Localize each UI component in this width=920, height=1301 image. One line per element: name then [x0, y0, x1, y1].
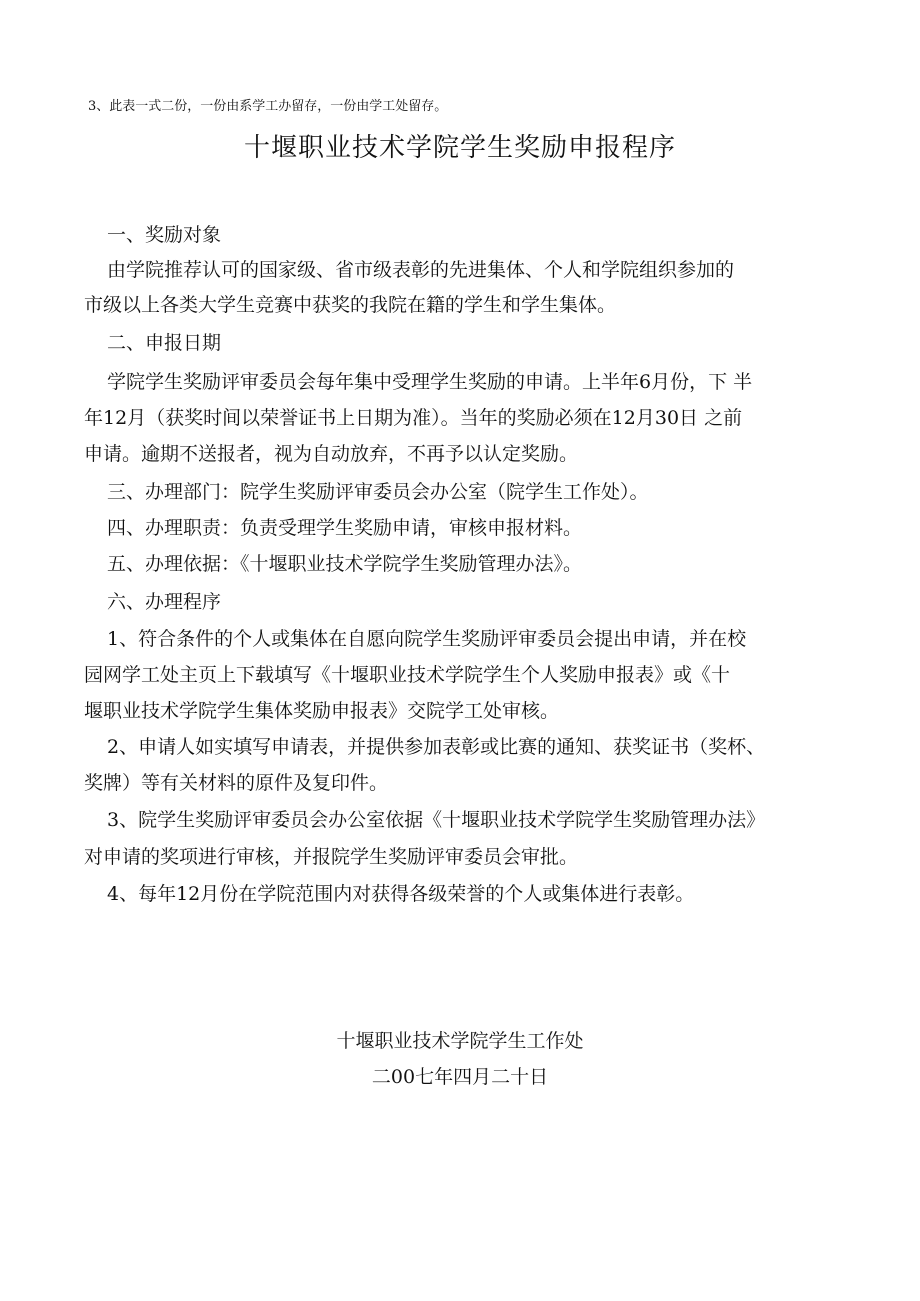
document-title: 十堰职业技术学院学生奖励申报程序: [243, 133, 676, 163]
procedure-step-4: 4、每年12月份在学院范围内对获得各级荣誉的个人或集体进行表彰。: [107, 883, 695, 905]
procedure-step-2: 2、申请人如实填写申请表，并提供参加表彰或比赛的通知、获奖证书（奖杯、: [107, 736, 766, 758]
paragraph-line: 由学院推荐认可的国家级、省市级表彰的先进集体、个人和学院组织参加的: [107, 259, 735, 281]
section-heading-award-target: 一、奖励对象: [107, 224, 222, 246]
paragraph-line: 园网学工处主页上下载填写《十堰职业技术学院学生个人奖励申报表》或《十: [84, 664, 731, 686]
form-copy-note: 3、此表一式二份，一份由系学工办留存，一份由学工处留存。: [88, 99, 448, 114]
paragraph-line: 市级以上各类大学生竞赛中获奖的我院在籍的学生和学生集体。: [84, 294, 617, 316]
paragraph-line: 申请。逾期不送报者，视为自动放弃，不再予以认定奖励。: [84, 443, 579, 465]
signature-organization: 十堰职业技术学院学生工作处: [336, 1030, 584, 1052]
section-heading-application-date: 二、申报日期: [107, 332, 222, 354]
paragraph-line: 奖牌）等有关材料的原件及复印件。: [84, 772, 389, 794]
section-basis: 五、办理依据：《十堰职业技术学院学生奖励管理办法》。: [107, 553, 583, 575]
section-heading-procedure: 六、办理程序: [107, 591, 222, 613]
section-department: 三、办理部门：院学生奖励评审委员会办公室（院学生工作处）。: [107, 481, 649, 503]
paragraph-line: 年12月（获奖时间以荣誉证书上日期为准）。当年的奖励必须在12月30日 之前: [84, 407, 743, 429]
paragraph-line: 学院学生奖励评审委员会每年集中受理学生奖励的申请。上半年6月份，下 半: [107, 371, 753, 393]
section-duties: 四、办理职责：负责受理学生奖励申请，审核申报材料。: [107, 517, 583, 539]
procedure-step-3: 3、院学生奖励评审委员会办公室依据《十堰职业技术学院学生奖励管理办法》: [107, 809, 766, 831]
procedure-step-1: 1、符合条件的个人或集体在自愿向院学生奖励评审委员会提出申请，并在校: [107, 628, 747, 650]
paragraph-line: 堰职业技术学院学生集体奖励申报表》交院学工处审核。: [84, 700, 560, 722]
paragraph-line: 对申请的奖项进行审核，并报院学生奖励评审委员会审批。: [84, 846, 579, 868]
signature-date: 二00七年四月二十日: [371, 1066, 549, 1088]
